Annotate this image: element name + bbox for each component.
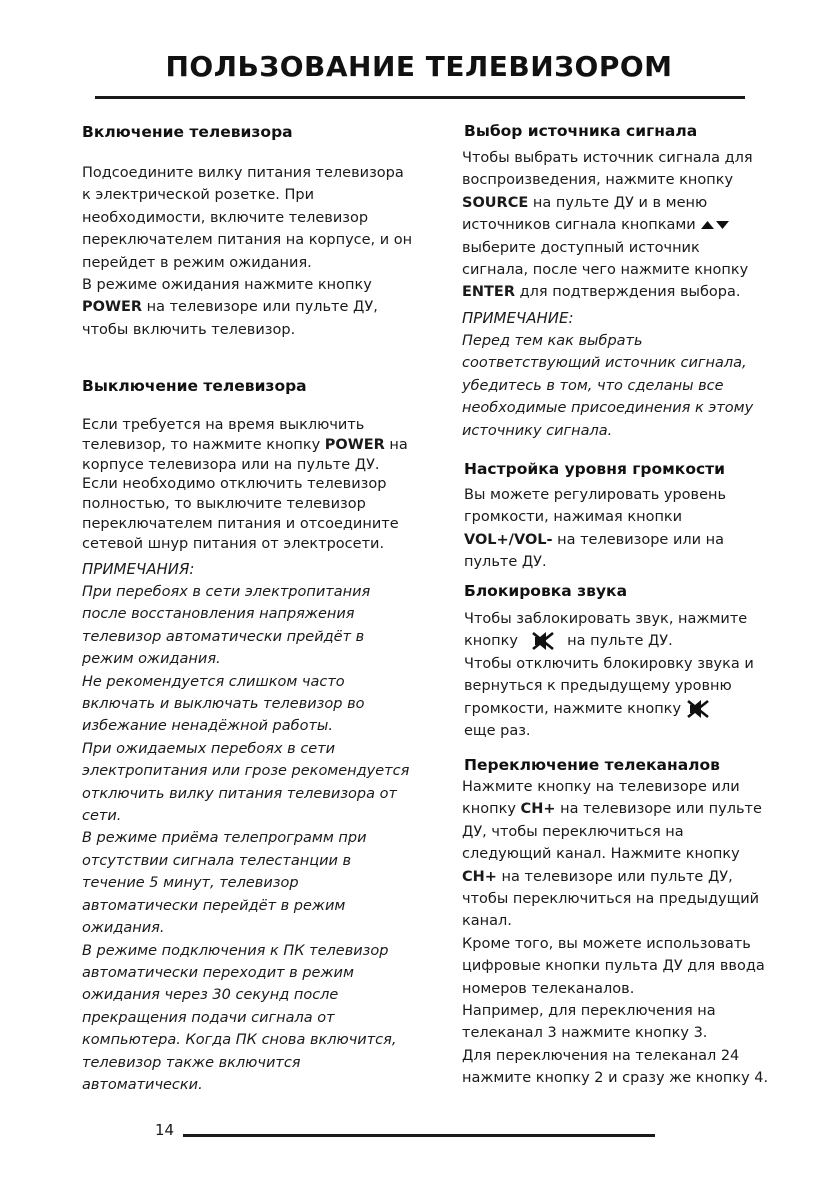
text-line — [82, 296, 412, 318]
note-line: При ожидаемых перебоях в сети — [82, 740, 336, 757]
heading-signal-source: Выбор источника сигнала — [464, 122, 698, 140]
text-line: телеканал 3 нажмите кнопку 3. — [462, 1025, 708, 1042]
text-fragment: на телевизоре или пульте ДУ, — [142, 299, 378, 316]
text-line: цифровые кнопки пульта ДУ для ввода — [462, 958, 765, 975]
title-divider — [95, 96, 745, 99]
notes-list — [82, 581, 409, 1096]
text-line — [462, 192, 753, 214]
note-line: после восстановления напряжения — [82, 606, 355, 623]
heading-volume: Настройка уровня громкости — [464, 460, 726, 478]
text-line — [82, 436, 408, 456]
text-fragment: на телевизоре или пульте — [555, 801, 762, 818]
heading-power-on: Включение телевизора — [82, 123, 293, 141]
text-line: следующий канал. Нажмите кнопку — [462, 846, 740, 863]
source-note-heading: ПРИМЕЧАНИЕ: — [462, 309, 574, 327]
text-line — [462, 281, 753, 303]
text-line: переключателем питания и отсоедините — [82, 515, 399, 532]
note-line: избежание ненадёжной работы. — [82, 718, 333, 735]
text-line: пульте ДУ. — [464, 554, 547, 571]
mute-icon — [686, 699, 710, 719]
arrow-up-icon — [700, 220, 715, 230]
text-line — [462, 214, 753, 236]
text-line: громкости, нажимая кнопки — [464, 509, 683, 526]
note-line: режим ожидания. — [82, 651, 221, 668]
note-line: включать и выключать телевизор во — [82, 696, 365, 713]
note-line: отключить вилку питания телевизора от — [82, 785, 397, 802]
text-fragment: громкости, нажмите кнопку — [464, 700, 686, 717]
text-fragment: для подтверждения выбора. — [515, 284, 741, 301]
note-line: В режиме подключения к ПК телевизор — [82, 942, 389, 959]
text-line: еще раз. — [464, 723, 531, 740]
text-line: сетевой шнур питания от электросети. — [82, 535, 385, 552]
enter-key-label: ENTER — [462, 284, 516, 301]
note-line: течение 5 минут, телевизор — [82, 875, 299, 892]
text-line: ДУ, чтобы переключиться на — [462, 823, 684, 840]
note-line: источнику сигнала. — [462, 422, 613, 439]
mute-text — [464, 608, 754, 742]
power-key-label: POWER — [324, 436, 385, 453]
note-line: убедитесь в том, что сделаны все — [462, 377, 724, 394]
arrow-down-icon — [715, 220, 730, 230]
note-line: В режиме приёма телепрограмм при — [82, 830, 367, 847]
text-line — [464, 698, 754, 720]
note-line: необходимые присоединения к этому — [462, 400, 754, 417]
text-line: Для переключения на телеканал 24 — [462, 1047, 740, 1064]
ch-key-label: CH+ — [462, 868, 497, 885]
note-line: автоматически перейдёт в режим — [82, 897, 346, 914]
note-line: телевизор также включится — [82, 1054, 301, 1071]
text-fragment: телевизор, то нажмите кнопку — [82, 436, 325, 453]
ch-key-label: CH+ — [520, 801, 556, 818]
text-line: Чтобы отключить блокировку звука и — [464, 655, 754, 672]
page-number: 14 — [155, 1121, 175, 1139]
text-line: Нажмите кнопку на телевизоре или — [462, 779, 740, 795]
text-line: Если необходимо отключить телевизор — [82, 476, 387, 493]
volume-text — [464, 484, 726, 574]
note-line: ожидания через 30 секунд после — [82, 987, 339, 1004]
text-line: необходимости, включите телевизор — [82, 209, 369, 226]
signal-source-text — [462, 147, 753, 304]
mute-icon — [531, 631, 555, 651]
note-line: автоматически. — [82, 1076, 203, 1093]
text-line: Если требуется на время выключить — [82, 417, 365, 433]
text-line: переключателем питания на корпусе, и он — [82, 232, 413, 249]
note-line: ожидания. — [82, 920, 165, 937]
text-line: корпусе телевизора или на пульте ДУ. — [82, 456, 380, 473]
note-line: телевизор автоматически прейдёт в — [82, 628, 365, 645]
note-line: прекращения подачи сигнала от — [82, 1009, 335, 1026]
text-fragment: на телевизоре или на — [552, 531, 725, 548]
text-fragment: на пульте ДУ. — [562, 633, 673, 650]
note-line: сети. — [82, 808, 122, 825]
text-line: В режиме ожидания нажмите кнопку — [82, 277, 372, 294]
vol-key-label: VOL+/VOL- — [464, 531, 553, 548]
note-line: компьютера. Когда ПК снова включится, — [82, 1032, 397, 1049]
text-fragment: кнопку — [464, 633, 523, 650]
channels-text — [462, 776, 768, 1090]
footer-divider — [183, 1134, 655, 1137]
text-line: полностью, то выключите телевизор — [82, 496, 366, 513]
note-line: электропитания или грозе рекомендуется — [82, 763, 410, 780]
text-line: вернуться к предыдущему уровню — [464, 678, 732, 695]
note-line: При перебоях в сети электропитания — [82, 584, 371, 600]
text-line: Например, для переключения на — [462, 1003, 716, 1020]
page-title: ПОЛЬЗОВАНИЕ ТЕЛЕВИЗОРОМ — [165, 50, 673, 83]
text-line: канал. — [462, 913, 512, 930]
note-line: Не рекомендуется слишком часто — [82, 673, 345, 690]
note-line: автоматически переходит в режим — [82, 964, 354, 981]
power-off-text — [82, 416, 408, 555]
text-line: к электрической розетке. При — [82, 187, 315, 204]
text-line: чтобы включить телевизор. — [82, 321, 296, 338]
source-key-label: SOURCE — [462, 194, 529, 211]
power-key-label: POWER — [82, 299, 143, 316]
notes-heading: ПРИМЕЧАНИЯ: — [82, 560, 195, 578]
text-line — [462, 866, 768, 888]
note-line: отсутствии сигнала телестанции в — [82, 852, 352, 869]
text-line: номеров телеканалов. — [462, 980, 635, 997]
text-line: Чтобы выбрать источник сигнала для — [462, 150, 753, 166]
power-on-text — [82, 162, 412, 341]
text-line: Чтобы заблокировать звук, нажмите — [464, 611, 748, 627]
heading-mute: Блокировка звука — [464, 582, 628, 600]
text-fragment: источников сигнала кнопками — [462, 217, 701, 234]
text-line: Вы можете регулировать уровень — [464, 487, 727, 503]
text-line: сигнала, после чего нажмите кнопку — [462, 262, 749, 279]
text-line — [464, 630, 754, 652]
text-line: воспроизведения, нажмите кнопку — [462, 172, 734, 189]
heading-power-off: Выключение телевизора — [82, 377, 307, 395]
heading-channels: Переключение телеканалов — [464, 756, 720, 774]
text-line — [462, 798, 768, 820]
text-line: выберите доступный источник — [462, 239, 700, 256]
text-fragment: на пульте ДУ и в меню — [528, 194, 708, 211]
note-line: Перед тем как выбрать — [462, 333, 643, 349]
text-fragment: на — [384, 436, 408, 453]
text-line: чтобы переключиться на предыдущий — [462, 891, 760, 908]
text-line: нажмите кнопку 2 и сразу же кнопку 4. — [462, 1070, 769, 1087]
text-line: Кроме того, вы можете использовать — [462, 935, 751, 952]
text-line: перейдет в режим ожидания. — [82, 254, 312, 271]
text-line: Подсоедините вилку питания телевизора — [82, 165, 404, 181]
text-fragment: на телевизоре или пульте ДУ, — [496, 868, 733, 885]
source-note-list — [462, 330, 753, 442]
text-fragment: кнопку — [462, 801, 521, 818]
text-line — [464, 529, 726, 551]
note-line: соответствующий источник сигнала, — [462, 355, 747, 372]
